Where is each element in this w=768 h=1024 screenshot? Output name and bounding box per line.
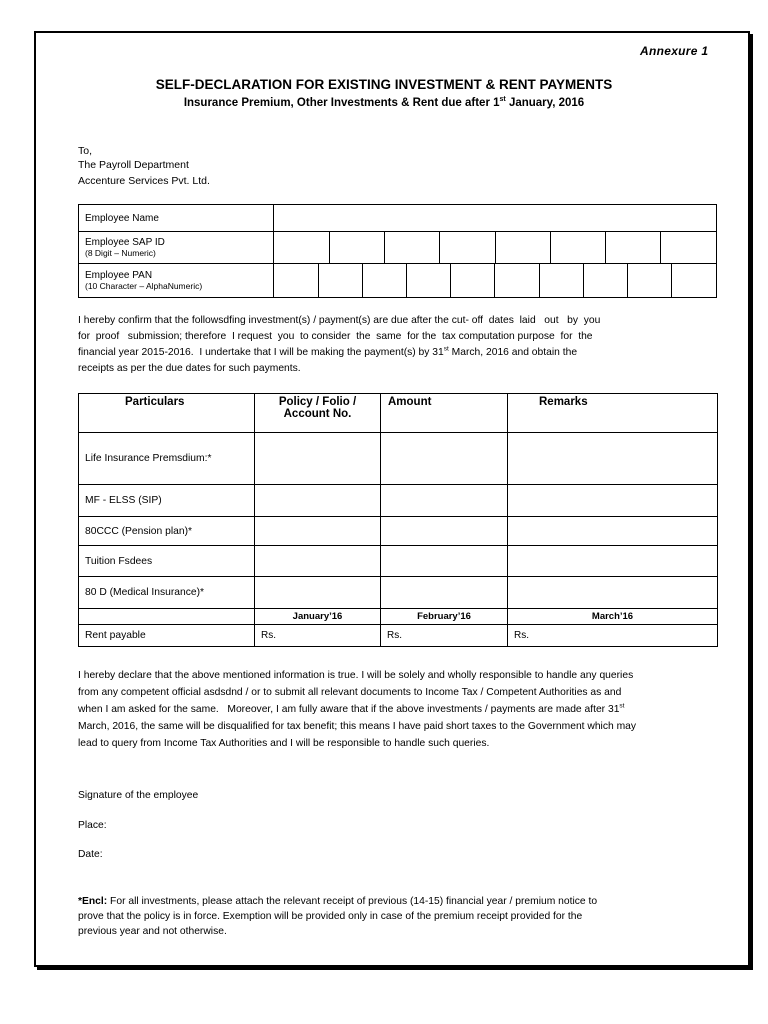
employee-pan-field (274, 264, 717, 298)
pan-label-note: (10 Character – AlphaNumeric) (85, 281, 203, 291)
declaration-line: March, 2016, the same will be disqualified for tax benefit; this means I have paid short taxes to the Government which may (78, 721, 637, 732)
employee-name-row (79, 205, 717, 232)
investment-row (79, 546, 718, 577)
investment-row (79, 577, 718, 609)
pan-char-box[interactable] (362, 264, 406, 297)
enclosure-note (78, 894, 718, 939)
rent-march-cell[interactable]: Rs. (508, 625, 718, 647)
declaration-line: I hereby declare that the above mentioned information is true. I will be solely and wholly responsible to handle any queries (78, 670, 634, 681)
pan-char-box[interactable] (407, 264, 451, 297)
amount-cell[interactable] (381, 485, 508, 517)
pan-char-boxes (274, 264, 716, 297)
remarks-cell[interactable] (508, 546, 718, 577)
pan-char-box[interactable] (495, 264, 539, 297)
declaration-line: when I am asked for the same. Moreover, I am fully aware that if the above investments / payments are made after 31st (78, 702, 625, 715)
employee-name-field[interactable] (274, 205, 717, 232)
employee-pan-label (79, 264, 274, 298)
date-label: Date: (78, 849, 103, 860)
policy-cell[interactable] (255, 577, 381, 609)
intro-line: financial year 2015-2016. I undertake that I will be making the payment(s) by 31st March, 2016 and obtain the (78, 345, 578, 358)
sap-label-text: Employee SAP ID (85, 237, 165, 248)
header-remarks: Remarks (508, 394, 718, 433)
amount-cell[interactable] (381, 577, 508, 609)
intro-line: for proof submission; therefore I request you to consider the same for the tax computation purpose for the (78, 331, 593, 342)
investment-row (79, 517, 718, 546)
amount-cell[interactable] (381, 433, 508, 485)
pan-char-box[interactable] (583, 264, 627, 297)
policy-cell[interactable] (255, 546, 381, 577)
pan-label-text: Employee PAN (85, 270, 153, 281)
amount-cell[interactable] (381, 517, 508, 546)
pan-char-box[interactable] (672, 264, 716, 297)
pan-char-box[interactable] (274, 264, 318, 297)
row-label-life-insurance: Life Insurance Premsdium:* (79, 433, 255, 485)
employee-pan-row (79, 264, 717, 298)
annexure-label: Annexure 1 (640, 44, 709, 58)
rent-payable-label: Rent payable (79, 625, 255, 647)
month-header-row (79, 609, 718, 625)
declaration-line: lead to query from Income Tax Authorities and I will be responsible to handle such queries. (78, 738, 490, 749)
employee-name-label: Employee Name (79, 205, 274, 232)
sap-digit-box[interactable] (661, 232, 716, 263)
policy-cell[interactable] (255, 433, 381, 485)
row-label-80d: 80 D (Medical Insurance)* (79, 577, 255, 609)
investment-row (79, 433, 718, 485)
amount-cell[interactable] (381, 546, 508, 577)
remarks-cell[interactable] (508, 485, 718, 517)
pan-char-box[interactable] (451, 264, 495, 297)
header-policy-line1: Policy / Folio / (278, 396, 357, 408)
pan-char-box[interactable] (539, 264, 583, 297)
sap-digit-box[interactable] (550, 232, 605, 263)
pan-char-box[interactable] (318, 264, 362, 297)
declaration-paragraph (78, 667, 728, 752)
intro-line: I hereby confirm that the followsdfing investment(s) / payment(s) are due after the cut- off dates laid out by you (78, 315, 601, 326)
pan-char-box[interactable] (628, 264, 672, 297)
intro-line: receipts as per the due dates for such payments. (78, 363, 301, 374)
row-label-tuition: Tuition Fsdees (79, 546, 255, 577)
sap-digit-box[interactable] (440, 232, 495, 263)
rent-january-cell[interactable]: Rs. (255, 625, 381, 647)
header-policy (255, 394, 381, 433)
remarks-cell[interactable] (508, 433, 718, 485)
sap-digit-box[interactable] (385, 232, 440, 263)
employee-details-table (78, 204, 717, 298)
form-title: SELF-DECLARATION FOR EXISTING INVESTMENT & RENT PAYMENTS (155, 77, 613, 92)
place-label: Place: (78, 820, 107, 831)
enclosure-line: previous year and not otherwise. (78, 926, 227, 937)
sap-digit-box[interactable] (329, 232, 384, 263)
policy-cell[interactable] (255, 517, 381, 546)
header-policy-line2: Account No. (283, 408, 352, 420)
month-february: February’16 (381, 609, 508, 625)
row-label-80ccc: 80CCC (Pension plan)* (79, 517, 255, 546)
employee-sap-row (79, 232, 717, 264)
investment-header-row (79, 394, 718, 433)
row-label-mf-elss: MF - ELSS (SIP) (79, 485, 255, 517)
declaration-line: from any competent official asdsdnd / or to submit all relevant documents to Income Tax / Competent Authorities as and (78, 687, 622, 698)
policy-cell[interactable] (255, 485, 381, 517)
investment-row (79, 485, 718, 517)
remarks-cell[interactable] (508, 517, 718, 546)
header-amount: Amount (381, 394, 508, 433)
sap-digit-box[interactable] (495, 232, 550, 263)
sap-digit-box[interactable] (274, 232, 329, 263)
address-to: To, (78, 145, 93, 157)
address-company: Accenture Services Pvt. Ltd. (78, 175, 210, 187)
sap-digit-boxes (274, 232, 716, 263)
rent-row (79, 625, 718, 647)
month-header-blank (79, 609, 255, 625)
month-january: January’16 (255, 609, 381, 625)
signature-label: Signature of the employee (78, 790, 199, 801)
employee-sap-label (79, 232, 274, 264)
remarks-cell[interactable] (508, 577, 718, 609)
enclosure-text: For all investments, please attach the relevant receipt of previous (14-15) financial year / premium notice to (107, 896, 598, 907)
month-march: March’16 (508, 609, 718, 625)
enclosure-line (78, 894, 718, 909)
sap-digit-box[interactable] (606, 232, 661, 263)
form-subtitle: Insurance Premium, Other Investments & Rent due after 1st January, 2016 (183, 96, 585, 109)
address-department: The Payroll Department (78, 159, 189, 171)
enclosure-bold: *Encl: (78, 896, 108, 907)
rent-february-cell[interactable]: Rs. (381, 625, 508, 647)
enclosure-line: prove that the policy is in force. Exemption will be provided only in case of the premium receipt provided for the (78, 911, 583, 922)
header-particulars: Particulars (79, 394, 255, 433)
investment-table (78, 393, 718, 647)
sap-label-note: (8 Digit – Numeric) (85, 248, 156, 258)
intro-paragraph (78, 313, 718, 377)
employee-sap-field (274, 232, 717, 264)
